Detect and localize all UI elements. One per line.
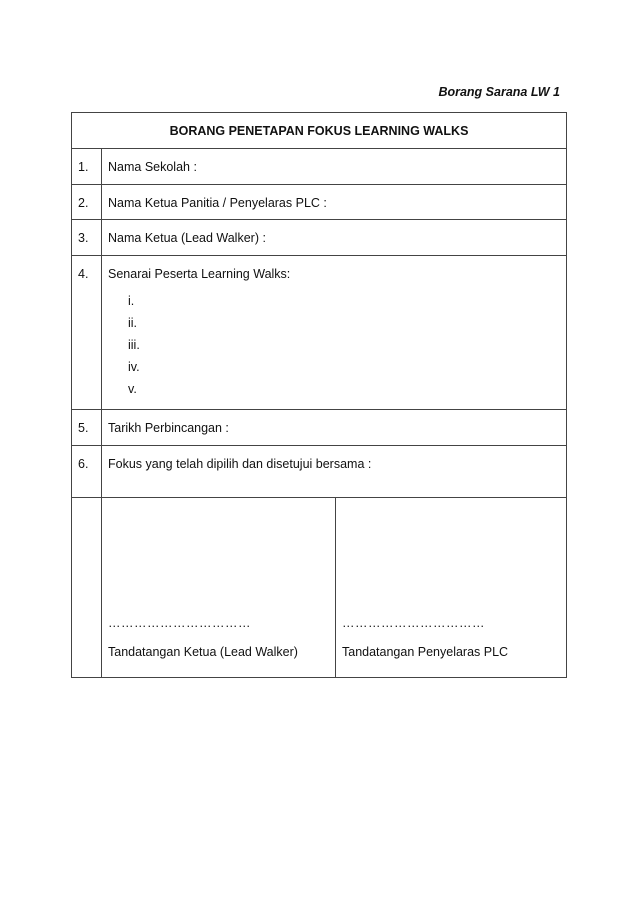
- form-reference: Borang Sarana LW 1: [438, 85, 560, 99]
- signature-label: Tandatangan Ketua (Lead Walker): [108, 645, 298, 659]
- row-number: 5.: [72, 410, 102, 445]
- row-number: 6.: [72, 446, 102, 497]
- row-chosen-focus: [72, 445, 566, 497]
- participants-field[interactable]: [102, 256, 566, 409]
- row-participants: [72, 255, 566, 409]
- participants-list: [108, 290, 566, 400]
- discussion-date-field[interactable]: Tarikh Perbincangan :: [108, 421, 229, 435]
- signature-line: ……………………………: [342, 616, 485, 630]
- focus-form-table: [71, 112, 567, 678]
- row-number: 2.: [72, 185, 102, 219]
- lead-walker-signature-cell[interactable]: [102, 498, 336, 677]
- plc-coordinator-field[interactable]: Nama Ketua Panitia / Penyelaras PLC :: [108, 196, 327, 210]
- list-item: iii.: [128, 338, 140, 352]
- school-name-field[interactable]: Nama Sekolah :: [108, 160, 197, 174]
- row-number: 3.: [72, 220, 102, 255]
- signature-label: Tandatangan Penyelaras PLC: [342, 645, 509, 659]
- row-plc-coordinator: [72, 184, 566, 219]
- row-discussion-date: [72, 409, 566, 445]
- row-number: 1.: [72, 149, 102, 184]
- row-school-name: [72, 148, 566, 184]
- list-item: i.: [128, 294, 135, 308]
- signature-line: ……………………………: [108, 616, 251, 630]
- participants-label: Senarai Peserta Learning Walks:: [108, 267, 291, 281]
- list-item: ii.: [128, 316, 138, 330]
- form-title: BORANG PENETAPAN FOKUS LEARNING WALKS: [169, 123, 469, 138]
- row-number: 4.: [72, 256, 102, 409]
- row-number-empty: [72, 498, 102, 677]
- list-item: iv.: [128, 360, 140, 374]
- row-signatures: [72, 497, 566, 677]
- row-lead-walker: [72, 219, 566, 255]
- plc-coordinator-signature-cell[interactable]: [336, 498, 566, 677]
- lead-walker-field[interactable]: Nama Ketua (Lead Walker) :: [108, 231, 266, 245]
- list-item: v.: [128, 382, 137, 396]
- chosen-focus-field[interactable]: Fokus yang telah dipilih dan disetujui bersama :: [108, 457, 372, 471]
